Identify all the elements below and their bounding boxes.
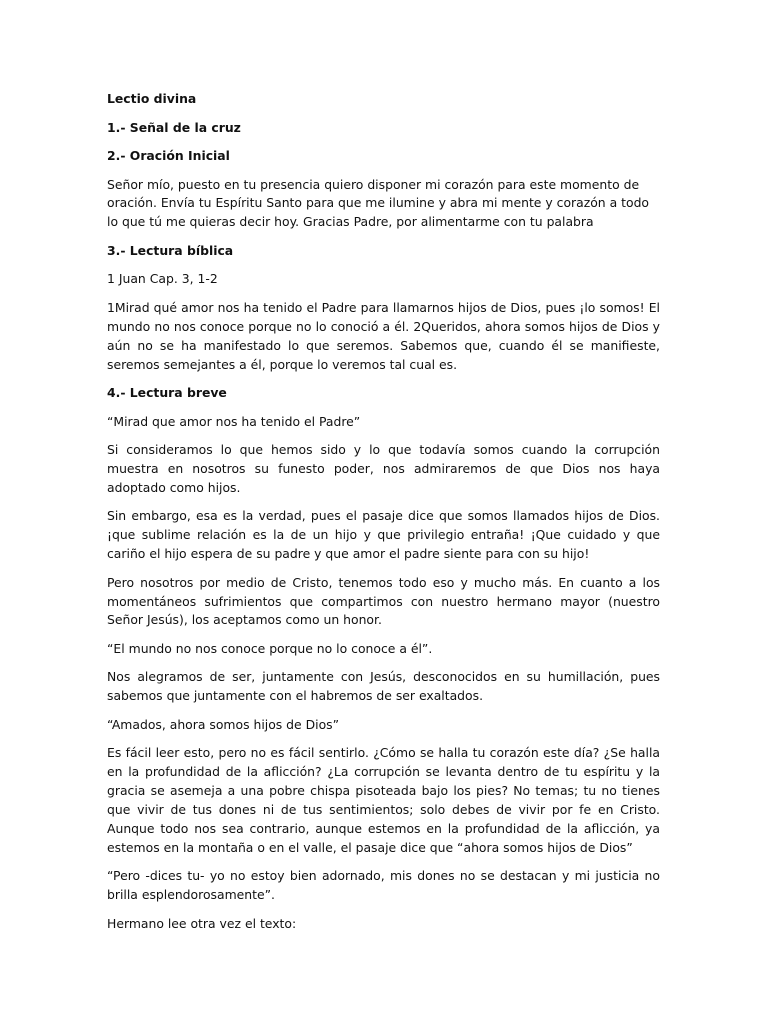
section-heading-sign-of-cross: 1.- Señal de la cruz bbox=[107, 119, 241, 135]
quote-paragraph-1: “Mirad que amor nos ha tenido el Padre” bbox=[107, 413, 361, 429]
body-paragraph-3: Pero nosotros por medio de Cristo, tenemos todo eso y mucho más. En cuanto a los momentáneos sufrimientos que compartimos con nuestro hermano mayor (nuestro Señor Jesús), los aceptamos como un honor. bbox=[107, 574, 660, 628]
body-paragraph-2: Sin embargo, esa es la verdad, pues el pasaje dice que somos llamados hijos de Dios. ¡que sublime relación es la de un hijo y que privilegio entraña! ¡Que cuidado y que cariño el hijo espera de su padre y que amor el padre siente para con su hijo! bbox=[107, 508, 660, 562]
quote-paragraph-3: “Amados, ahora somos hijos de Dios” bbox=[107, 716, 340, 732]
body-paragraph-5: Es fácil leer esto, pero no es fácil sentirlo. ¿Cómo se halla tu corazón este día? ¿Se halla en la profundidad de la aflicción? ¿La corrupción se levanta dentro de tu espíritu y la gracia se asemeja a una pobre chispa pisoteada bajo los pies? No temas; tu no tienes que vivir de tus dones ni de tus sentimientos; solo debes de vivir por fe en Cristo. Aunque todo nos sea contrario, aunque estemos en la profundidad de la aflicción, ya estemos en la montaña o en el valle, el pasaje dice que “ahora somos hijos de Dios” bbox=[107, 745, 660, 855]
section-heading-bible-reading: 3.- Lectura bíblica bbox=[107, 242, 234, 258]
prayer-paragraph: Señor mío, puesto en tu presencia quiero disponer mi corazón para este momento de oración. Envía tu Espíritu Santo para que me ilumine y abra mi mente y corazón a todo lo que tú me quieras decir hoy. Gracias Padre, por alimentarme con tu palabra bbox=[107, 176, 650, 230]
quote-paragraph-2: “El mundo no nos conoce porque no lo conoce a él”. bbox=[107, 640, 433, 656]
document-title: Lectio divina bbox=[107, 91, 197, 106]
document-page bbox=[107, 90, 660, 943]
body-paragraph-7: Hermano lee otra vez el texto: bbox=[107, 915, 297, 931]
bible-text-paragraph: 1Mirad qué amor nos ha tenido el Padre para llamarnos hijos de Dios, pues ¡lo somos! El mundo no nos conoce porque no lo conoció a él. 2Queridos, ahora somos hijos de Dios y aún no se ha manifestado lo que seremos. Sabemos que, cuando él se manifieste, seremos semejantes a él, porque lo veremos tal cual es. bbox=[107, 299, 660, 372]
section-heading-initial-prayer: 2.- Oración Inicial bbox=[107, 148, 230, 163]
body-paragraph-6: “Pero -dices tu- yo no estoy bien adornado, mis dones no se destacan y mi justicia no brilla esplendorosamente”. bbox=[107, 868, 660, 903]
bible-reference: 1 Juan Cap. 3, 1-2 bbox=[107, 271, 218, 287]
section-heading-short-reading: 4.- Lectura breve bbox=[107, 385, 227, 401]
body-paragraph-4: Nos alegramos de ser, juntamente con Jesús, desconocidos en su humillación, pues sabemos que juntamente con el habremos de ser exaltados. bbox=[107, 669, 660, 704]
body-paragraph-1: Si consideramos lo que hemos sido y lo que todavía somos cuando la corrupción muestra en nosotros su funesto poder, nos admiraremos de que Dios nos haya adoptado como hijos. bbox=[107, 442, 660, 495]
